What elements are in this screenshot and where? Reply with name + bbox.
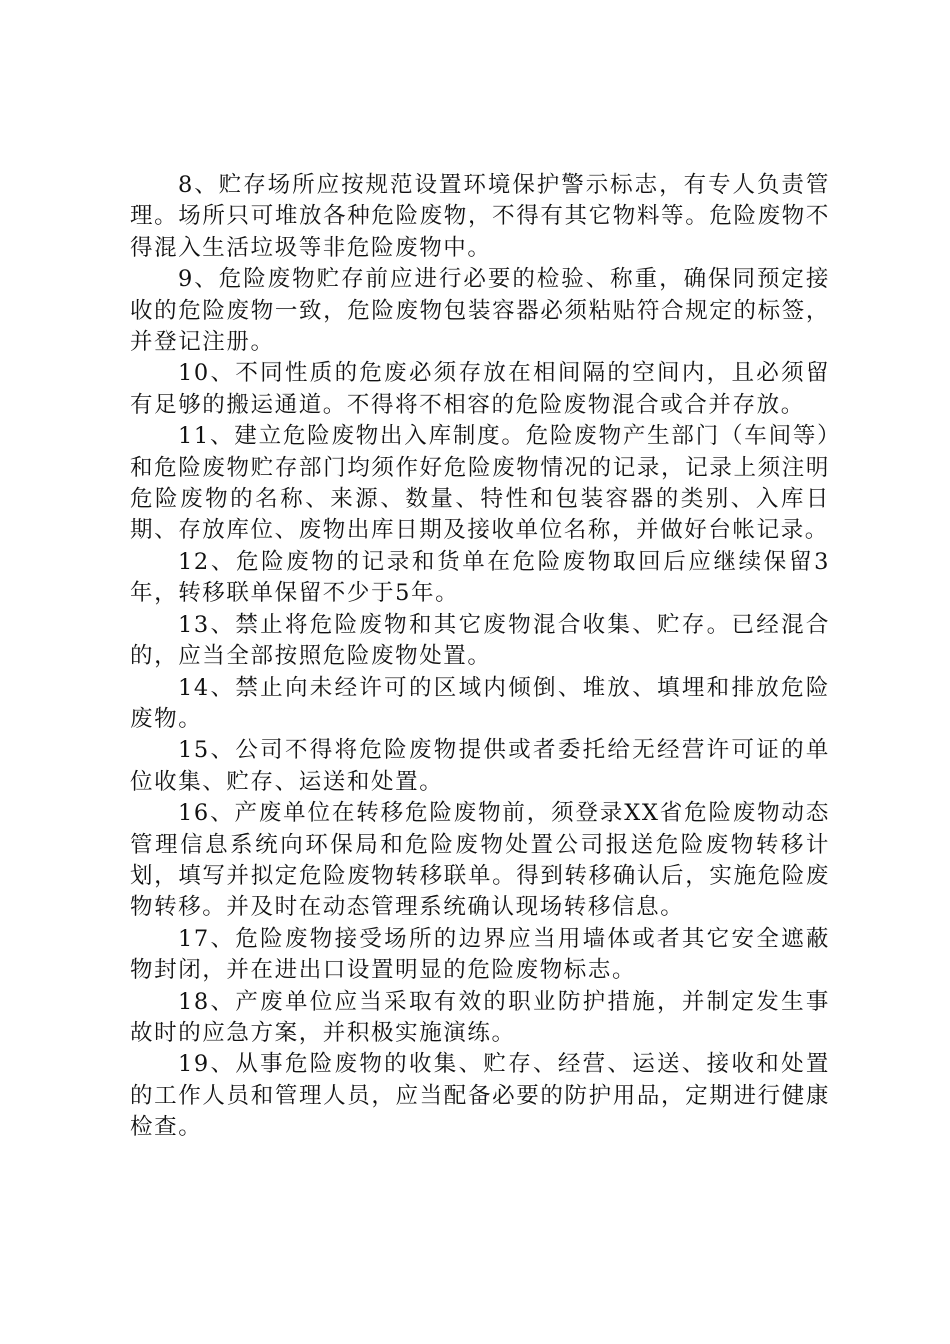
paragraph-item-10: 10、不同性质的危废必须存放在相间隔的空间内，且必须留有足够的搬运通道。不得将不相容的危险废物混合或合并存放。 xyxy=(130,360,830,418)
paragraph-item-12: 12、危险废物的记录和货单在危险废物取回后应继续保留3年，转移联单保留不少于5年。 xyxy=(130,548,830,607)
paragraph-item-19: 19、从事危险废物的收集、贮存、经营、运送、接收和处置的工作人员和管理人员，应当配备必要的防护用品，定期进行健康检查。 xyxy=(130,1051,830,1141)
paragraph-item-9: 9、危险废物贮存前应进行必要的检验、称重，确保同预定接收的危险废物一致，危险废物包装容器必须粘贴符合规定的标签，并登记注册。 xyxy=(130,266,830,356)
paragraph-item-11: 11、建立危险废物出入库制度。危险废物产生部门（车间等）和危险废物贮存部门均须作好危险废物情况的记录，记录上须注明危险废物的名称、来源、数量、特性和包装容器的类别、入库日期、存放库位、废物出库日期及接收单位名称，并做好台帐记录。 xyxy=(130,423,830,544)
paragraph-item-18: 18、产废单位应当采取有效的职业防护措施，并制定发生事故时的应急方案，并积极实施演练。 xyxy=(130,988,830,1046)
paragraph-item-15: 15、公司不得将危险废物提供或者委托给无经营许可证的单位收集、贮存、运送和处置。 xyxy=(130,737,830,795)
document-body xyxy=(130,170,830,1144)
paragraph-item-14: 14、禁止向未经许可的区域内倾倒、堆放、填埋和排放危险废物。 xyxy=(130,674,830,732)
paragraph-item-8: 8、贮存场所应按规范设置环境保护警示标志，有专人负责管理。场所只可堆放各种危险废物，不得有其它物料等。危险废物不得混入生活垃圾等非危险废物中。 xyxy=(130,172,830,261)
paragraph-item-13: 13、禁止将危险废物和其它废物混合收集、贮存。已经混合的，应当全部按照危险废物处置。 xyxy=(130,611,830,670)
paragraph-item-17: 17、危险废物接受场所的边界应当用墙体或者其它安全遮蔽物封闭，并在进出口设置明显的危险废物标志。 xyxy=(130,925,830,984)
paragraph-item-16: 16、产废单位在转移危险废物前，须登录XX省危险废物动态管理信息系统向环保局和危险废物处置公司报送危险废物转移计划，填写并拟定危险废物转移联单。得到转移确认后，实施危险废物转移。并及时在动态管理系统确认现场转移信息。 xyxy=(130,800,830,921)
